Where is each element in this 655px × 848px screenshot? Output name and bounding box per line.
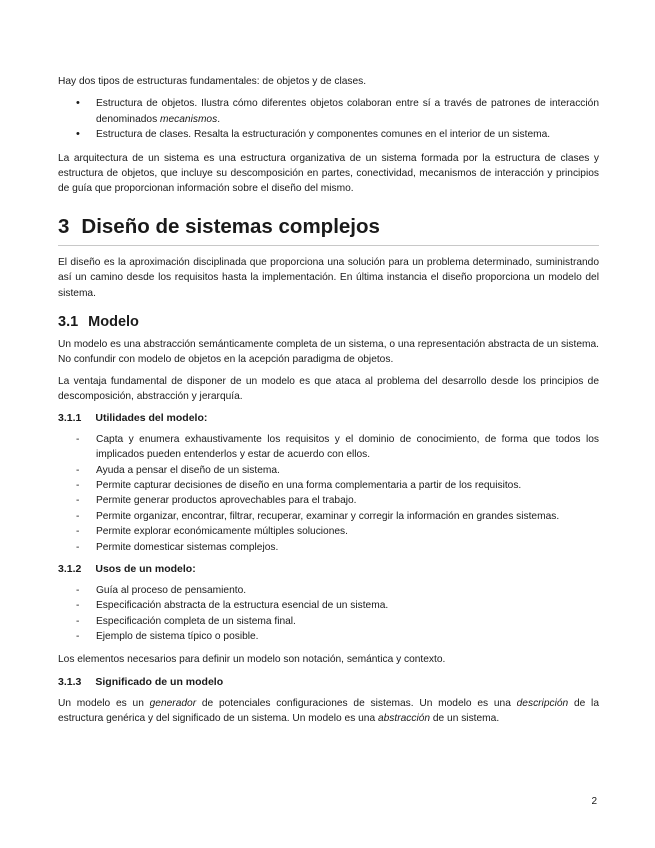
section-number: 3.1 xyxy=(58,314,79,331)
section-3-paragraph: El diseño es la aproximación disciplinada que proporciona una solución para un problema determinado, suministrando así un camino desde los requisitos hasta la implementación. En última instancia el diseño proporciona un modelo del sistema. xyxy=(58,256,599,299)
dash-icon: - xyxy=(76,600,80,612)
list-item: - Permite capturar decisiones de diseño en una forma complementaria a partir de los requisitos. xyxy=(96,478,599,493)
dash-icon: - xyxy=(76,584,80,596)
dash-icon: - xyxy=(76,479,80,491)
dash-icon: - xyxy=(76,464,80,476)
section-title: Diseño de sistemas complejos xyxy=(81,214,380,238)
section-3-1-paragraph-2: La ventaja fundamental de disponer de un modelo es que ataca al problema del desarrollo desde los principios de descomposición, abstracción y jerarquía. xyxy=(58,375,599,403)
architecture-paragraph: La arquitectura de un sistema es una estructura organizativa de un sistema formada por la estructura de clases y estructura de objetos, que incluye su descomposición en partes, conectividad, mecanismos de interacción y principios de guía que proporcionan información sobre el diseño del mismo. xyxy=(58,152,599,195)
section-3-heading xyxy=(58,215,599,246)
list-item: - Ayuda a pensar el diseño de un sistema. xyxy=(96,463,599,478)
list-item: - Especificación completa de un sistema final. xyxy=(96,614,599,629)
dash-icon: - xyxy=(76,631,80,643)
dash-icon: - xyxy=(76,495,80,507)
list-item: - Especificación abstracta de la estructura esencial de un sistema. xyxy=(96,598,599,613)
dash-icon: - xyxy=(76,510,80,522)
list-item: - Ejemplo de sistema típico o posible. xyxy=(96,629,599,644)
section-title: Modelo xyxy=(88,314,139,331)
section-3-1-heading xyxy=(58,313,599,331)
structure-bullet-list xyxy=(58,96,599,142)
dash-icon: - xyxy=(76,526,80,538)
bullet-item: • Estructura de objetos. Ilustra cómo diferentes objetos colaboran entre sí a través de patrones de interacción denominados mecanismos. xyxy=(76,97,599,125)
model-elements-paragraph: Los elementos necesarios para definir un modelo son notación, semántica y contexto. xyxy=(58,653,446,665)
bullet-icon: • xyxy=(76,97,80,110)
section-3-1-1-heading xyxy=(58,411,599,426)
section-title: Utilidades del modelo: xyxy=(95,411,208,424)
section-title: Significado de un modelo xyxy=(95,675,224,688)
section-3-1-paragraph-1: Un modelo es una abstracción semánticamente completa de un sistema, o una representación abstracta de un sistema. No confundir con modelo de objetos en la acepción paradigma de objetos. xyxy=(58,339,599,366)
section-3-1-2-heading xyxy=(58,562,599,577)
list-item: - Permite generar productos aprovechables para el trabajo. xyxy=(96,493,599,508)
section-3-1-3-heading xyxy=(58,675,599,690)
list-item: - Guía al proceso de pensamiento. xyxy=(96,583,599,598)
section-title: Usos de un modelo: xyxy=(95,562,196,575)
list-item: - Capta y enumera exhaustivamente los requisitos y el dominio de conocimiento, de forma que todos los implicados pueden entenderlos y estar de acuerdo con ellos. xyxy=(76,433,599,461)
meaning-paragraph: Un modelo es un generador de potenciales configuraciones de sistemas. Un modelo es una descripción de la estructura genérica y del significado de un sistema. Un modelo es una abstracción de un sistema. xyxy=(58,697,599,725)
list-item: - Permite explorar económicamente múltiples soluciones. xyxy=(96,524,599,539)
dash-icon: - xyxy=(76,541,80,553)
section-number: 3.1.2 xyxy=(58,562,82,575)
page-content xyxy=(58,74,599,727)
utilities-list xyxy=(58,432,599,555)
intro-paragraph: Hay dos tipos de estructuras fundamentales: de objetos y de clases. xyxy=(58,76,367,87)
list-item: - Permite organizar, encontrar, filtrar, recuperar, examinar y corregir la información en grandes sistemas. xyxy=(96,509,599,524)
dash-icon: - xyxy=(76,615,80,627)
dash-icon: - xyxy=(76,433,80,445)
bullet-icon: • xyxy=(76,128,80,141)
section-number: 3.1.1 xyxy=(58,411,82,424)
uses-list xyxy=(58,583,599,645)
section-number: 3.1.3 xyxy=(58,675,82,688)
list-item: - Permite domesticar sistemas complejos. xyxy=(96,540,599,555)
bullet-item: • Estructura de clases. Resalta la estructuración y componentes comunes en el interior de un sistema. xyxy=(96,127,599,142)
section-number: 3 xyxy=(58,214,70,238)
page-number: 2 xyxy=(591,796,597,807)
